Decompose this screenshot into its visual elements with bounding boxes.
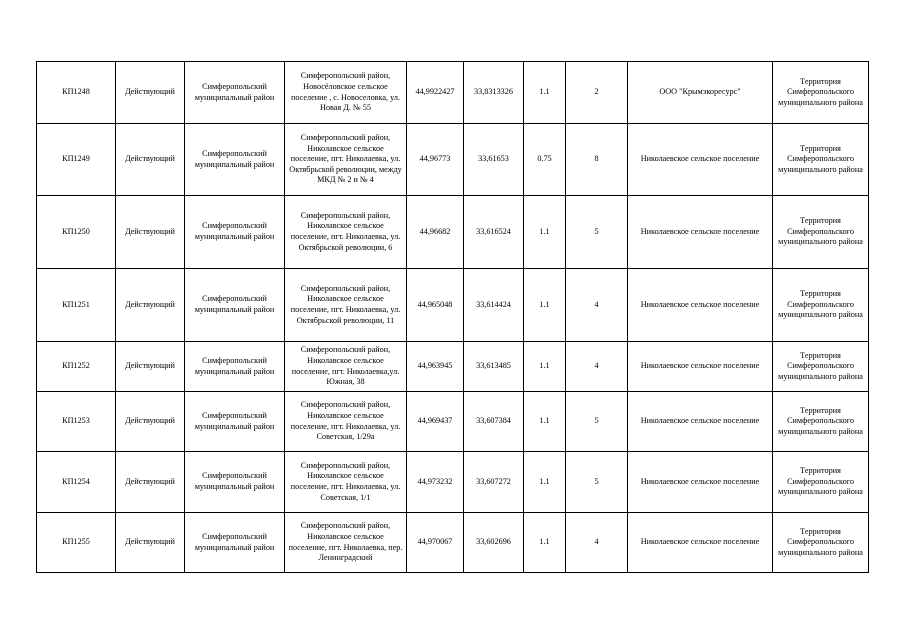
address-cell: Симферопольский район, Николавское сельское поселение, пгт. Николаевка, ул. Октябрьской революции, 6 — [285, 196, 407, 269]
container-count-cell: 2 — [566, 62, 628, 124]
point-id-cell: КП1251 — [37, 269, 116, 342]
container-count-cell: 4 — [566, 513, 628, 573]
volume-cell: 1.1 — [524, 269, 566, 342]
owner-cell: Николаевское сельское поселение — [628, 392, 773, 452]
point-id-cell: КП1254 — [37, 452, 116, 513]
owner-cell: Николаевское сельское поселение — [628, 452, 773, 513]
latitude-cell: 44,96773 — [407, 124, 464, 196]
latitude-cell: 44,965048 — [407, 269, 464, 342]
status-cell: Действующий — [116, 196, 185, 269]
status-cell: Действующий — [116, 62, 185, 124]
district-cell: Симферопольский муниципальный район — [185, 392, 285, 452]
status-cell: Действующий — [116, 342, 185, 392]
status-cell: Действующий — [116, 124, 185, 196]
point-id-cell: КП1249 — [37, 124, 116, 196]
owner-cell: Николаевское сельское поселение — [628, 269, 773, 342]
longitude-cell: 33,616524 — [464, 196, 524, 269]
district-cell: Симферопольский муниципальный район — [185, 342, 285, 392]
district-cell: Симферопольский муниципальный район — [185, 513, 285, 573]
volume-cell: 0.75 — [524, 124, 566, 196]
district-cell: Симферопольский муниципальный район — [185, 269, 285, 342]
longitude-cell: 33,61653 — [464, 124, 524, 196]
table-row — [37, 196, 869, 269]
address-cell: Симферопольский район, Николавское сельское поселение, пгт. Николаевка, ул. Октябрьской революции, между МКД № 2 и № 4 — [285, 124, 407, 196]
address-cell: Симферопольский район, Николавское сельское поселение, пгт. Николаевка, ул. Октябрьской революции, 11 — [285, 269, 407, 342]
district-cell: Симферопольский муниципальный район — [185, 124, 285, 196]
table-row — [37, 342, 869, 392]
latitude-cell: 44,970067 — [407, 513, 464, 573]
address-cell: Симферопольский район, Николавское сельское поселение, пгт. Николаевка,ул. Южная, 38 — [285, 342, 407, 392]
volume-cell: 1.1 — [524, 62, 566, 124]
container-count-cell: 4 — [566, 269, 628, 342]
longitude-cell: 33,614424 — [464, 269, 524, 342]
table-row — [37, 269, 869, 342]
status-cell: Действующий — [116, 513, 185, 573]
territory-cell: Территория Симферопольского муниципального района — [773, 392, 869, 452]
point-id-cell: КП1248 — [37, 62, 116, 124]
volume-cell: 1.1 — [524, 452, 566, 513]
latitude-cell: 44,963945 — [407, 342, 464, 392]
status-cell: Действующий — [116, 269, 185, 342]
container-count-cell: 4 — [566, 342, 628, 392]
volume-cell: 1.1 — [524, 513, 566, 573]
longitude-cell: 33,607384 — [464, 392, 524, 452]
district-cell: Симферопольский муниципальный район — [185, 452, 285, 513]
territory-cell: Территория Симферопольского муниципального района — [773, 269, 869, 342]
collection-points-table — [36, 61, 869, 573]
territory-cell: Территория Симферопольского муниципального района — [773, 342, 869, 392]
container-count-cell: 5 — [566, 196, 628, 269]
volume-cell: 1.1 — [524, 392, 566, 452]
owner-cell: ООО "Крымэкоресурс" — [628, 62, 773, 124]
territory-cell: Территория Симферопольского муниципального района — [773, 452, 869, 513]
table-row — [37, 62, 869, 124]
point-id-cell: КП1253 — [37, 392, 116, 452]
owner-cell: Николаевское сельское поселение — [628, 124, 773, 196]
owner-cell: Николаевское сельское поселение — [628, 513, 773, 573]
territory-cell: Территория Симферопольского муниципального района — [773, 196, 869, 269]
address-cell: Симферопольский район, Новосёловское сельское поселение , с. Новоселовка, ул. Новая Д. № 55 — [285, 62, 407, 124]
status-cell: Действующий — [116, 452, 185, 513]
point-id-cell: КП1250 — [37, 196, 116, 269]
container-count-cell: 5 — [566, 392, 628, 452]
latitude-cell: 44,969437 — [407, 392, 464, 452]
address-cell: Симферопольский район, Николавское сельское поселение, пгт. Николаевка, ул. Советская, 1/29а — [285, 392, 407, 452]
longitude-cell: 33,602696 — [464, 513, 524, 573]
longitude-cell: 33,613485 — [464, 342, 524, 392]
table-row — [37, 452, 869, 513]
volume-cell: 1.1 — [524, 196, 566, 269]
longitude-cell: 33,607272 — [464, 452, 524, 513]
territory-cell: Территория Симферопольского муниципального района — [773, 124, 869, 196]
owner-cell: Николаевское сельское поселение — [628, 342, 773, 392]
table-row — [37, 392, 869, 452]
table-row — [37, 124, 869, 196]
address-cell: Симферопольский район, Николавское сельское поселение, пгт. Николаевка, пер. Ленинградский — [285, 513, 407, 573]
owner-cell: Николаевское сельское поселение — [628, 196, 773, 269]
longitude-cell: 33,8313326 — [464, 62, 524, 124]
point-id-cell: КП1252 — [37, 342, 116, 392]
container-count-cell: 5 — [566, 452, 628, 513]
territory-cell: Территория Симферопольского муниципального района — [773, 62, 869, 124]
container-count-cell: 8 — [566, 124, 628, 196]
district-cell: Симферопольский муниципальный район — [185, 196, 285, 269]
status-cell: Действующий — [116, 392, 185, 452]
latitude-cell: 44,973232 — [407, 452, 464, 513]
latitude-cell: 44,96682 — [407, 196, 464, 269]
latitude-cell: 44,9922427 — [407, 62, 464, 124]
table-row — [37, 513, 869, 573]
address-cell: Симферопольский район, Николавское сельское поселение, пгт. Николаевка, ул. Советская, 1/1 — [285, 452, 407, 513]
territory-cell: Территория Симферопольского муниципального района — [773, 513, 869, 573]
volume-cell: 1.1 — [524, 342, 566, 392]
district-cell: Симферопольский муниципальный район — [185, 62, 285, 124]
table-body — [37, 62, 869, 573]
point-id-cell: КП1255 — [37, 513, 116, 573]
